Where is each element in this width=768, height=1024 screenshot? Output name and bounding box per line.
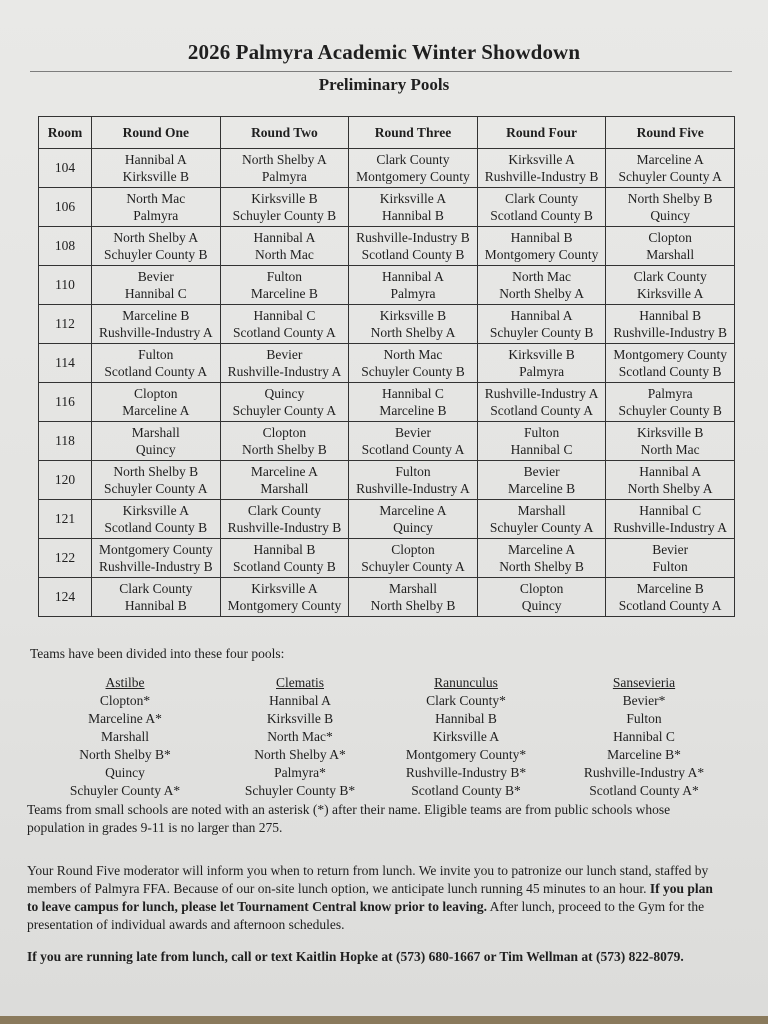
matchup-cell <box>349 500 478 539</box>
room-number: 118 <box>39 422 92 461</box>
team-name: Marceline A <box>508 541 576 557</box>
team-name: Scotland County B <box>618 364 722 379</box>
matchup-cell <box>92 305 221 344</box>
team-name: Hannibal C <box>510 442 573 457</box>
team-name: Clopton <box>648 229 692 245</box>
room-number: 112 <box>39 305 92 344</box>
matchup-cell <box>349 344 478 383</box>
matchup-cell <box>606 305 735 344</box>
room-number: 104 <box>39 149 92 188</box>
team-name: Rushville-Industry A <box>98 325 213 340</box>
team-name: Palmyra <box>390 286 436 301</box>
team-name: Kirksville B <box>251 190 318 206</box>
team-name: Marceline A <box>636 151 704 167</box>
team-name: Fulton <box>523 424 560 440</box>
team-name: Hannibal B <box>253 541 316 557</box>
matchup-cell <box>477 344 606 383</box>
pool-team: Clark County* <box>426 693 506 708</box>
matchup-cell <box>349 266 478 305</box>
team-name: Scotland County B <box>233 559 336 574</box>
team-name: Clark County <box>247 502 321 518</box>
pool-team: Kirksville B <box>266 711 334 726</box>
pool-team: Quincy <box>105 765 145 780</box>
pool-team: Hannibal B <box>435 711 497 726</box>
team-name: Fulton <box>138 346 174 362</box>
lunch-note-text-2: After lunch, proceed to the Gym for the presentation of individual awards and afternoon schedules. <box>27 899 705 932</box>
team-name: Hannibal C <box>124 286 187 301</box>
pool-team: Schuyler County A* <box>69 783 181 798</box>
pool-team: Rushville-Industry A* <box>583 765 705 780</box>
team-name: Kirksville A <box>637 286 704 301</box>
matchup-cell <box>606 383 735 422</box>
team-name: Palmyra <box>519 364 565 379</box>
team-name: Schuyler County A <box>489 520 594 535</box>
matchup-cell <box>606 422 735 461</box>
team-name: North Mac <box>512 268 571 284</box>
pool-name: Sansevieria <box>612 675 676 690</box>
matchup-cell <box>92 539 221 578</box>
matchup-cell <box>92 383 221 422</box>
pool-astilbe <box>30 674 220 800</box>
team-name: Scotland County A <box>618 598 722 613</box>
team-name: Marceline B <box>379 403 447 418</box>
team-name: Marceline B <box>636 580 704 596</box>
pool-team: Palmyra* <box>274 765 326 780</box>
room-number: 121 <box>39 500 92 539</box>
room-number: 106 <box>39 188 92 227</box>
matchup-cell <box>606 344 735 383</box>
team-name: Fulton <box>266 268 303 284</box>
matchup-cell <box>606 227 735 266</box>
team-name: Marceline B <box>508 481 576 496</box>
pool-name: Ranunculus <box>434 675 498 690</box>
column-header: Round Four <box>477 117 606 149</box>
team-name: North Shelby A <box>242 151 327 167</box>
matchup-cell <box>477 539 606 578</box>
team-name: Clopton <box>391 541 435 557</box>
team-name: Marshall <box>517 502 566 518</box>
team-name: Schuyler County A <box>232 403 337 418</box>
team-name: Hannibal A <box>253 229 316 245</box>
pool-name: Astilbe <box>105 675 145 690</box>
matchup-cell <box>477 578 606 617</box>
pool-team: North Shelby A* <box>254 747 346 762</box>
lunch-note <box>27 862 727 934</box>
late-contact-note: If you are running late from lunch, call or text Kaitlin Hopke at (573) 680-1667 or Tim Wellman at (573) 822-8079. <box>27 949 684 964</box>
matchup-cell <box>349 383 478 422</box>
team-name: Scotland County B <box>104 520 208 535</box>
team-name: Kirksville A <box>508 151 575 167</box>
matchup-cell <box>92 149 221 188</box>
matchup-cell <box>220 461 349 500</box>
team-name: Rushville-Industry B <box>484 169 599 184</box>
team-name: Kirksville B <box>379 307 447 323</box>
matchup-cell <box>92 344 221 383</box>
room-number: 120 <box>39 461 92 500</box>
matchup-cell <box>92 422 221 461</box>
matchup-cell <box>92 578 221 617</box>
team-name: Montgomery County <box>98 541 213 557</box>
matchup-cell <box>606 461 735 500</box>
team-name: Scotland County A <box>490 403 593 418</box>
matchup-cell <box>477 500 606 539</box>
matchup-cell <box>349 188 478 227</box>
team-name: North Shelby B <box>627 190 713 206</box>
matchup-cell <box>349 578 478 617</box>
pool-team: Hannibal A <box>269 693 331 708</box>
matchup-cell <box>92 461 221 500</box>
team-name: North Shelby A <box>627 481 713 496</box>
title-divider <box>30 71 732 72</box>
schedule-table <box>38 116 735 617</box>
column-header: Round Three <box>349 117 478 149</box>
team-name: Hannibal C <box>382 385 444 401</box>
matchup-cell <box>606 539 735 578</box>
matchup-cell <box>477 461 606 500</box>
team-name: Schuyler County B <box>232 208 337 223</box>
matchup-cell <box>606 149 735 188</box>
pool-ranunculus <box>371 674 561 800</box>
team-name: Marceline B <box>122 307 190 323</box>
team-name: North Shelby A <box>499 286 584 301</box>
document-subtitle: Preliminary Pools <box>318 75 450 94</box>
team-name: North Mac <box>640 442 700 457</box>
matchup-cell <box>606 578 735 617</box>
team-name: Marceline A <box>122 403 190 418</box>
matchup-cell <box>220 383 349 422</box>
team-name: North Shelby B <box>113 463 199 479</box>
team-name: Hannibal C <box>253 307 316 323</box>
team-name: Montgomery County <box>484 247 599 262</box>
matchup-cell <box>220 500 349 539</box>
column-header: Round Five <box>606 117 735 149</box>
team-name: North Mac <box>126 190 186 206</box>
team-name: Schuyler County A <box>361 559 465 574</box>
team-name: North Mac <box>383 346 443 362</box>
team-name: Schuyler County B <box>104 247 208 262</box>
team-name: Clopton <box>262 424 307 440</box>
matchup-cell <box>92 266 221 305</box>
matchup-cell <box>477 383 606 422</box>
column-header: Room <box>39 117 92 149</box>
team-name: Kirksville A <box>122 502 189 518</box>
pool-team: Marceline B* <box>607 747 681 762</box>
table-row <box>39 149 735 188</box>
pool-team: Clopton* <box>99 693 151 708</box>
table-row <box>39 188 735 227</box>
small-schools-note: Teams from small schools are noted with an asterisk (*) after their name. Eligible teams are from public schools whose population in grades 9-11 is no larger than 275. <box>27 802 671 835</box>
team-name: Quincy <box>393 520 433 535</box>
team-name: Hannibal B <box>382 208 444 223</box>
team-name: Schuyler County B <box>489 325 594 340</box>
team-name: North Shelby A <box>370 325 456 340</box>
team-name: Hannibal C <box>639 502 702 518</box>
pool-sansevieria <box>549 674 739 800</box>
matchup-cell <box>477 227 606 266</box>
lunch-note-text: Your Round Five moderator will inform you when to return from lunch. We invite you to patronize our lunch stand, staffed by members of Palmyra FFA. Because of our on-site lunch option, we anticipate lunch running 45 minutes to an hour. <box>27 863 709 896</box>
team-name: Marceline B <box>250 286 318 301</box>
team-name: Schuyler County B <box>361 364 465 379</box>
column-header: Round Two <box>220 117 349 149</box>
team-name: Quincy <box>264 385 305 401</box>
team-name: Schuyler County B <box>618 403 722 418</box>
team-name: North Shelby B <box>499 559 584 574</box>
matchup-cell <box>220 305 349 344</box>
column-header: Round One <box>92 117 221 149</box>
matchup-cell <box>349 227 478 266</box>
team-name: Marceline A <box>379 502 447 518</box>
matchup-cell <box>220 539 349 578</box>
team-name: Palmyra <box>133 208 179 223</box>
team-name: Bevier <box>394 424 431 440</box>
team-name: Montgomery County <box>613 346 727 362</box>
room-number: 122 <box>39 539 92 578</box>
team-name: Clark County <box>633 268 707 284</box>
room-number: 114 <box>39 344 92 383</box>
team-name: Clopton <box>134 385 178 401</box>
matchup-cell <box>349 305 478 344</box>
matchup-cell <box>477 266 606 305</box>
pool-team: Marceline A* <box>88 711 162 726</box>
matchup-cell <box>349 461 478 500</box>
matchup-cell <box>349 422 478 461</box>
team-name: Scotland County A <box>361 442 465 457</box>
room-number: 108 <box>39 227 92 266</box>
team-name: Bevier <box>523 463 560 479</box>
matchup-cell <box>477 422 606 461</box>
pool-team: Rushville-Industry B* <box>405 765 527 780</box>
team-name: Palmyra <box>647 385 693 401</box>
matchup-cell <box>606 188 735 227</box>
team-name: Rushville-Industry B <box>356 229 470 245</box>
team-name: Rushville-Industry A <box>484 385 599 401</box>
room-number: 116 <box>39 383 92 422</box>
team-name: Kirksville B <box>637 424 704 440</box>
team-name: Scotland County B <box>361 247 465 262</box>
team-name: Kirksville A <box>251 580 318 596</box>
table-row <box>39 383 735 422</box>
team-name: Kirksville B <box>122 169 189 184</box>
matchup-cell <box>92 227 221 266</box>
team-name: Marshall <box>646 247 695 262</box>
team-name: Fulton <box>395 463 431 479</box>
pool-team: Hannibal C <box>613 729 675 744</box>
matchup-cell <box>220 422 349 461</box>
table-row <box>39 422 735 461</box>
room-number: 124 <box>39 578 92 617</box>
table-row <box>39 305 735 344</box>
pool-team: North Mac* <box>267 729 333 744</box>
matchup-cell <box>477 305 606 344</box>
team-name: North Mac <box>254 247 314 262</box>
table-row <box>39 227 735 266</box>
pool-team: Montgomery County* <box>405 747 527 762</box>
pool-team: Scotland County A* <box>589 783 699 798</box>
team-name: Rushville-Industry B <box>98 559 213 574</box>
team-name: Quincy <box>135 442 176 457</box>
team-name: Rushville-Industry B <box>227 520 342 535</box>
team-name: Hannibal B <box>639 307 702 323</box>
pool-team: Kirksville A <box>432 729 500 744</box>
team-name: Rushville-Industry B <box>613 325 727 340</box>
matchup-cell <box>92 500 221 539</box>
team-name: Schuyler County A <box>104 481 208 496</box>
schedule-header-row <box>39 117 735 149</box>
matchup-cell <box>220 578 349 617</box>
team-name: Hannibal B <box>124 598 187 613</box>
table-row <box>39 500 735 539</box>
pool-team: Marshall <box>101 729 149 744</box>
team-name: Hannibal A <box>124 151 187 167</box>
matchup-cell <box>606 500 735 539</box>
table-row <box>39 539 735 578</box>
desk-surface <box>0 1016 768 1024</box>
team-name: Clark County <box>505 190 579 206</box>
pools-intro: Teams have been divided into these four pools: <box>30 646 285 661</box>
team-name: Clark County <box>376 151 450 167</box>
team-name: Rushville-Industry A <box>356 481 470 496</box>
team-name: Schuyler County A <box>618 169 722 184</box>
team-name: Quincy <box>521 598 562 613</box>
pool-team: Scotland County B* <box>411 783 521 798</box>
team-name: Bevier <box>652 541 689 557</box>
team-name: Marceline A <box>250 463 318 479</box>
matchup-cell <box>477 188 606 227</box>
team-name: Montgomery County <box>356 169 470 184</box>
team-name: Palmyra <box>261 169 307 184</box>
team-name: Fulton <box>652 559 688 574</box>
table-row <box>39 344 735 383</box>
matchup-cell <box>220 344 349 383</box>
team-name: North Shelby B <box>370 598 456 613</box>
pool-team: Fulton <box>626 711 662 726</box>
team-name: Bevier <box>266 346 303 362</box>
team-name: Clark County <box>119 580 193 596</box>
matchup-cell <box>220 266 349 305</box>
pools-section <box>30 674 740 804</box>
team-name: Marshall <box>260 481 309 496</box>
team-name: Kirksville A <box>379 190 447 206</box>
matchup-cell <box>220 188 349 227</box>
team-name: Quincy <box>650 208 691 223</box>
pool-team: Bevier* <box>622 693 666 708</box>
team-name: Hannibal A <box>510 307 573 323</box>
matchup-cell <box>606 266 735 305</box>
team-name: North Shelby B <box>242 442 327 457</box>
team-name: Bevier <box>137 268 174 284</box>
matchup-cell <box>92 188 221 227</box>
team-name: North Shelby A <box>113 229 199 245</box>
team-name: Hannibal A <box>382 268 444 284</box>
team-name: Marshall <box>131 424 180 440</box>
table-row <box>39 578 735 617</box>
pool-team: Schuyler County B* <box>244 783 356 798</box>
matchup-cell <box>220 227 349 266</box>
pool-clematis <box>205 674 395 800</box>
team-name: Marshall <box>388 580 437 596</box>
team-name: Montgomery County <box>227 598 342 613</box>
matchup-cell <box>349 149 478 188</box>
pool-name: Clematis <box>276 675 324 690</box>
matchup-cell <box>477 149 606 188</box>
team-name: Hannibal B <box>510 229 573 245</box>
room-number: 110 <box>39 266 92 305</box>
team-name: Scotland County A <box>104 364 208 379</box>
matchup-cell <box>220 149 349 188</box>
team-name: Rushville-Industry A <box>227 364 342 379</box>
pool-team: North Shelby B* <box>79 747 171 762</box>
team-name: Scotland County A <box>233 325 336 340</box>
document-title: 2026 Palmyra Academic Winter Showdown <box>187 40 581 64</box>
lunch-note-emphasis: If you plan to leave campus for lunch, please let Tournament Central know prior to leaving. <box>27 881 713 914</box>
team-name: Hannibal A <box>639 463 702 479</box>
matchup-cell <box>349 539 478 578</box>
team-name: Rushville-Industry A <box>613 520 727 535</box>
team-name: Clopton <box>519 580 564 596</box>
table-row <box>39 461 735 500</box>
team-name: Kirksville B <box>508 346 575 362</box>
team-name: Scotland County B <box>490 208 593 223</box>
table-row <box>39 266 735 305</box>
